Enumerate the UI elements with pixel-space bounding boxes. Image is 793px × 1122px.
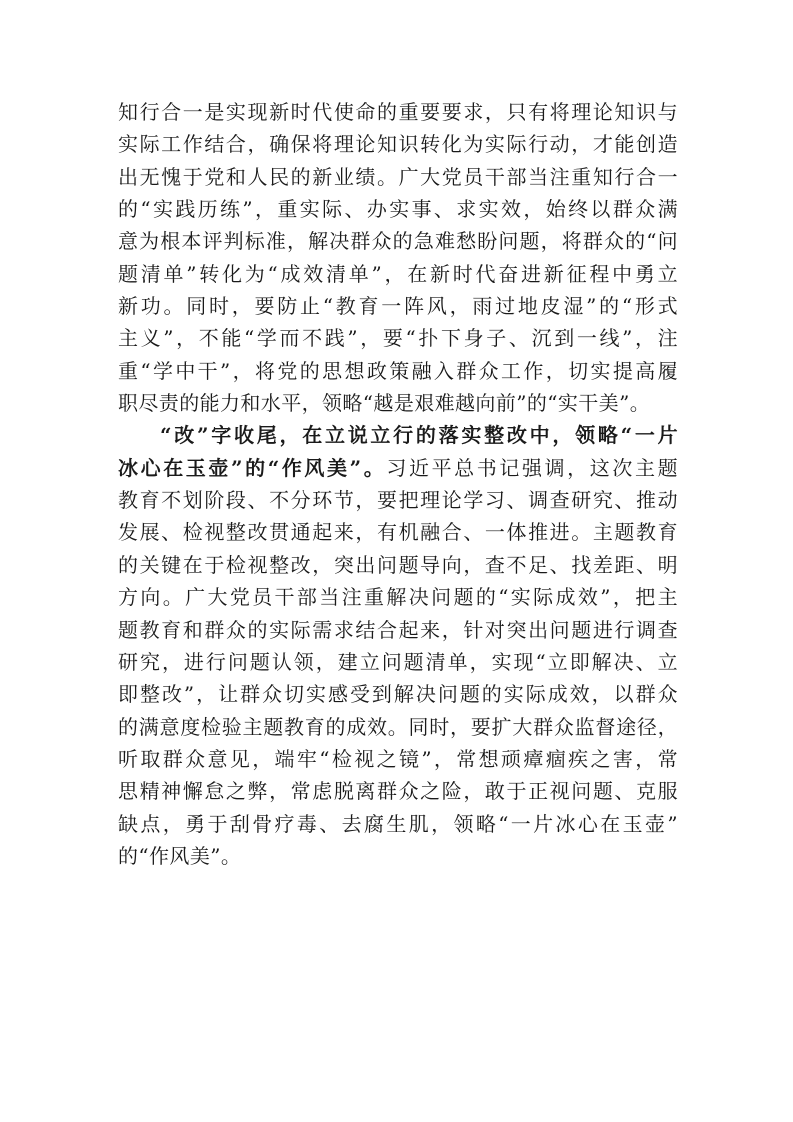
section-heading-line: “改”字收尾，在立说立行的落实整改中，领略“一片 [160,423,678,448]
text-line: 教育不划阶段、不分环节，要把理论学习、调查研究、推动 [118,488,678,513]
text-line: 的关键在于检视整改，突出问题导向，查不足、找差距、明 [118,552,678,577]
paragraph-know-act [118,96,678,419]
text-line: 缺点，勇于刮骨疗毒、去腐生肌，领略“一片冰心在玉壶” [118,811,678,836]
text-line: 出无愧于党和人民的新业绩。广大党员干部当注重知行合一 [118,164,678,189]
text-line: 听取群众意见，端牢“检视之镜”，常想顽瘴痼疾之害，常 [118,746,678,771]
text-line: 的满意度检验主题教育的成效。同时，要扩大群众监督途径， [118,714,678,739]
text-line: 思精神懈怠之弊，常虑脱离群众之险，敢于正视问题、克服 [118,779,678,804]
text-line: 方向。广大党员干部当注重解决问题的“实际成效”，把主 [118,585,678,610]
text-line-mixed [118,452,678,484]
paragraph-rectification [118,419,678,872]
text-line: 新功。同时，要防止“教育一阵风，雨过地皮湿”的“形式 [118,294,678,319]
text-line: 研究，进行问题认领，建立问题清单，实现“立即解决、立 [118,649,678,674]
section-heading-tail: 冰心在玉壶”的“作风美”。 [118,455,387,480]
text-line: 实际工作结合，确保将理论知识转化为实际行动，才能创造 [118,132,678,157]
text-line: 题教育和群众的实际需求结合起来，针对突出问题进行调查 [118,617,678,642]
text-line: 重“学中干”，将党的思想政策融入群众工作，切实提高履 [118,358,678,383]
text-line: 即整改”，让群众切实感受到解决问题的实际成效，以群众 [118,682,678,707]
text-line: 职尽责的能力和水平，领略“越是艰难越向前”的“实干美”。 [118,391,651,416]
text-line: 的“实践历练”，重实际、办实事、求实效，始终以群众满 [118,197,678,222]
text-line: 发展、检视整改贯通起来，有机融合、一体推进。主题教育 [118,520,678,545]
text-line: 主义”，不能“学而不践”，要“扑下身子、沉到一线”，注 [118,326,678,351]
text-line: 意为根本评判标准，解决群众的急难愁盼问题，将群众的“问 [118,229,678,254]
text-line: 题清单”转化为“成效清单”，在新时代奋进新征程中勇立 [118,261,678,286]
text-fragment: 习近平总书记强调，这次主题 [386,455,678,480]
document-page [118,96,678,872]
text-line: 的“作风美”。 [118,843,242,868]
text-line: 知行合一是实现新时代使命的重要要求，只有将理论知识与 [118,100,678,124]
